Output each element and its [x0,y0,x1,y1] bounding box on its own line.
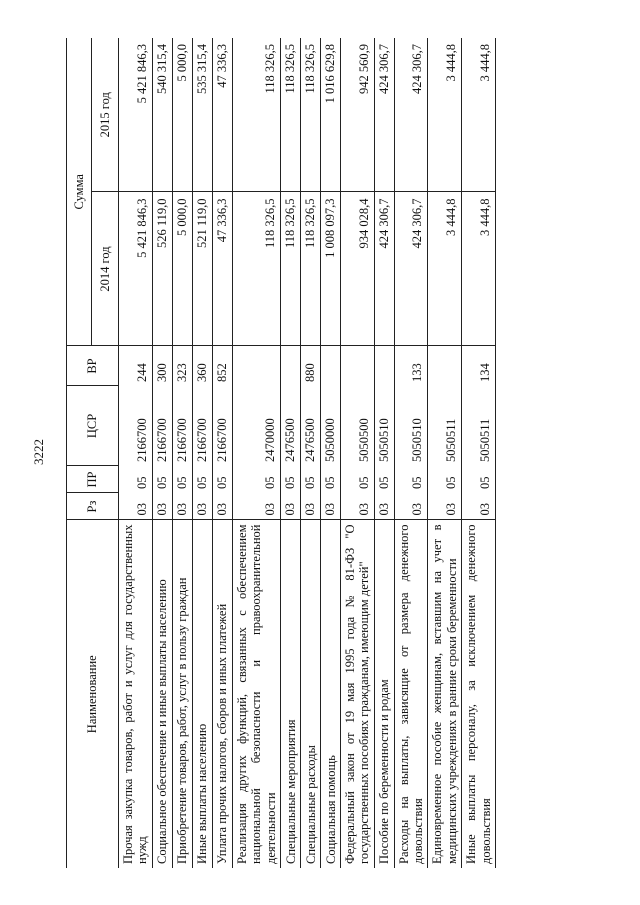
table-row [152,38,172,868]
row-rz: 03 [374,493,394,520]
header-vr: ВР [67,346,119,386]
row-pr: 05 [300,466,320,493]
row-name: Иные выплаты населению [192,520,212,868]
table-row [300,38,320,868]
row-name: Социальное обеспечение и иные выплаты населению [152,520,172,868]
row-csr: 2166700 [212,386,232,466]
header-csr: ЦСР [67,386,119,466]
row-2015: 424 306,7 [374,38,394,192]
row-name: Специальные расходы [300,520,320,868]
row-2014: 1 008 097,3 [320,192,340,346]
row-vr [340,346,374,386]
row-2014: 118 326,5 [300,192,320,346]
table-row [192,38,212,868]
row-pr: 05 [152,466,172,493]
row-2015: 942 560,9 [340,38,374,192]
row-vr: 134 [462,346,496,386]
row-name: Пособие по беременности и родам [374,520,394,868]
row-name: Иные выплаты персоналу, за исключением денежного довольствия [462,520,496,868]
row-2015: 1 016 629,8 [320,38,340,192]
row-2015: 118 326,5 [232,38,280,192]
row-pr: 05 [172,466,192,493]
row-vr [280,346,300,386]
row-csr: 2470000 [232,386,280,466]
row-pr: 05 [428,466,462,493]
row-name: Социальная помощь [320,520,340,868]
row-name: Специальные мероприятия [280,520,300,868]
row-2015: 535 315,4 [192,38,212,192]
table-row [119,38,153,868]
row-pr: 05 [119,466,153,493]
table-row [172,38,192,868]
table-body [119,38,496,868]
row-rz: 03 [172,493,192,520]
row-rz: 03 [119,493,153,520]
row-csr: 2476500 [300,386,320,466]
header-2014: 2014 год [92,192,119,346]
row-2015: 540 315,4 [152,38,172,192]
row-name: Расходы на выплаты, зависящие от размера денежного довольствия [394,520,428,868]
rotated-page [66,38,591,868]
row-vr: 300 [152,346,172,386]
row-csr: 5050000 [320,386,340,466]
row-pr: 05 [320,466,340,493]
row-rz: 03 [280,493,300,520]
row-rz: 03 [394,493,428,520]
row-csr: 2166700 [119,386,153,466]
row-vr: 360 [192,346,212,386]
table-row [232,38,280,868]
row-pr: 05 [192,466,212,493]
table-header [67,38,119,868]
row-name: Единовременное пособие женщинам, вставшим на учет в медицинских учреждениях в ранние сроки беременности [428,520,462,868]
row-rz: 03 [212,493,232,520]
row-vr: 244 [119,346,153,386]
row-name: Федеральный закон от 19 мая 1995 года № 81-ФЗ "О государственных пособиях гражданам, имеющим детей" [340,520,374,868]
row-2014: 118 326,5 [280,192,300,346]
row-2014: 47 336,3 [212,192,232,346]
budget-table [66,38,496,868]
row-2014: 424 306,7 [394,192,428,346]
table-row [394,38,428,868]
row-pr: 05 [374,466,394,493]
row-pr: 05 [280,466,300,493]
row-name: Уплата прочих налогов, сборов и иных платежей [212,520,232,868]
row-pr: 05 [212,466,232,493]
row-2014: 526 119,0 [152,192,172,346]
row-csr: 5050500 [340,386,374,466]
row-2014: 5 000,0 [172,192,192,346]
row-2015: 424 306,7 [394,38,428,192]
header-rz: Рз [67,493,119,520]
row-vr [374,346,394,386]
row-rz: 03 [232,493,280,520]
header-2015: 2015 год [92,38,119,192]
row-pr: 05 [232,466,280,493]
table-row [374,38,394,868]
header-pr: ПР [67,466,119,493]
row-csr: 2166700 [172,386,192,466]
row-2014: 3 444,8 [428,192,462,346]
row-pr: 05 [340,466,374,493]
table-row [320,38,340,868]
row-2015: 5 421 846,3 [119,38,153,192]
row-vr: 323 [172,346,192,386]
row-2015: 118 326,5 [300,38,320,192]
row-rz: 03 [152,493,172,520]
row-vr: 133 [394,346,428,386]
row-2014: 934 028,4 [340,192,374,346]
row-2015: 118 326,5 [280,38,300,192]
row-csr: 5050511 [428,386,462,466]
header-sum: Сумма [67,38,92,346]
row-rz: 03 [340,493,374,520]
page-number: 3222 [31,439,46,465]
row-rz: 03 [300,493,320,520]
row-2015: 47 336,3 [212,38,232,192]
row-rz: 03 [320,493,340,520]
row-name: Прочая закупка товаров, работ и услуг для государственных нужд [119,520,153,868]
row-rz: 03 [192,493,212,520]
table-row [462,38,496,868]
table-row [428,38,462,868]
row-2014: 424 306,7 [374,192,394,346]
row-vr [428,346,462,386]
row-csr: 2166700 [152,386,172,466]
row-pr: 05 [394,466,428,493]
row-csr: 2476500 [280,386,300,466]
row-csr: 5050510 [374,386,394,466]
row-vr [320,346,340,386]
row-2015: 3 444,8 [462,38,496,192]
row-vr: 852 [212,346,232,386]
row-csr: 2166700 [192,386,212,466]
row-name: Реализация других функций, связанных с обеспечением национальной безопасности и правоохранительной деятельности [232,520,280,868]
row-2015: 3 444,8 [428,38,462,192]
row-rz: 03 [462,493,496,520]
table-row [280,38,300,868]
row-2014: 521 119,0 [192,192,212,346]
table-row [340,38,374,868]
header-name: Наименование [67,520,119,868]
row-name: Приобретение товаров, работ, услуг в пользу граждан [172,520,192,868]
row-rz: 03 [428,493,462,520]
row-2014: 5 421 846,3 [119,192,153,346]
table-row [212,38,232,868]
row-vr [232,346,280,386]
row-csr: 5050510 [394,386,428,466]
row-2015: 5 000,0 [172,38,192,192]
row-pr: 05 [462,466,496,493]
row-2014: 118 326,5 [232,192,280,346]
row-csr: 5050511 [462,386,496,466]
row-vr: 880 [300,346,320,386]
row-2014: 3 444,8 [462,192,496,346]
